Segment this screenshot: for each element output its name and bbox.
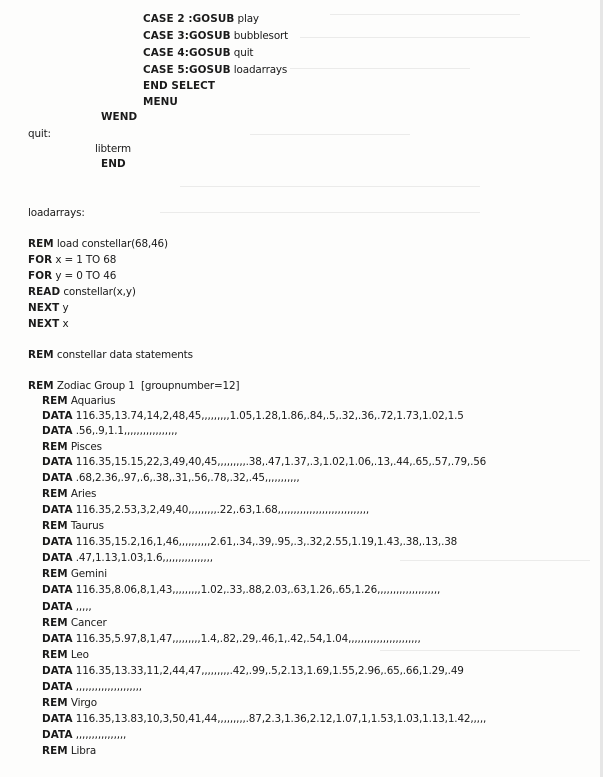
code-line: REM Taurus bbox=[42, 520, 104, 532]
code-line: REM Zodiac Group 1 [groupnumber=12] bbox=[28, 380, 240, 392]
code-line: REM constellar data statements bbox=[28, 349, 193, 361]
code-line: FOR x = 1 TO 68 bbox=[28, 254, 117, 266]
code-line: CASE 4:GOSUB quit bbox=[143, 47, 254, 59]
code-line: NEXT x bbox=[28, 318, 69, 330]
code-line: REM Aquarius bbox=[42, 395, 116, 407]
code-line: REM Gemini bbox=[42, 568, 107, 580]
code-line: READ constellar(x,y) bbox=[28, 286, 136, 298]
code-line: REM Libra bbox=[42, 745, 97, 757]
code-line: REM load constellar(68,46) bbox=[28, 238, 168, 250]
code-line: CASE 2 :GOSUB play bbox=[143, 13, 259, 25]
bleed-through-mark bbox=[300, 37, 530, 38]
code-line: DATA .47,1.13,1.03,1.6,,,,,,,,,,,,,,,, bbox=[42, 552, 213, 564]
code-line: FOR y = 0 TO 46 bbox=[28, 270, 117, 282]
code-line: DATA .56,.9,1.1,,,,,,,,,,,,,,,,, bbox=[42, 425, 178, 437]
code-line: NEXT y bbox=[28, 302, 69, 314]
code-line: END SELECT bbox=[143, 80, 216, 92]
code-line: MENU bbox=[143, 96, 178, 108]
bleed-through-mark bbox=[160, 212, 480, 213]
code-line: DATA ,,,,,,,,,,,,,,,,,,,,, bbox=[42, 681, 142, 693]
code-line: REM Aries bbox=[42, 488, 97, 500]
bleed-through-mark bbox=[250, 134, 410, 135]
code-line: END bbox=[101, 158, 126, 170]
code-line: DATA 116.35,8.06,8,1,43,,,,,,,,,1.02,.33,.88,2.03,.63,1.26,.65,1.26,,,,,,,,,,,,,,,,,,,, bbox=[42, 584, 441, 596]
code-line: REM Cancer bbox=[42, 617, 107, 629]
code-line: REM Virgo bbox=[42, 697, 97, 709]
code-line: DATA 116.35,13.74,14,2,48,45,,,,,,,,,1.05,1.28,1.86,.84,.5,.32,.36,.72,1.73,1.02,1.5 bbox=[42, 410, 464, 422]
code-label: quit: bbox=[28, 128, 51, 140]
code-line: CASE 5:GOSUB loadarrays bbox=[143, 64, 288, 76]
code-line: REM Pisces bbox=[42, 441, 102, 453]
code-line: WEND bbox=[101, 111, 138, 123]
bleed-through-mark bbox=[290, 68, 470, 69]
bleed-through-mark bbox=[380, 650, 580, 651]
bleed-through-mark bbox=[180, 186, 480, 187]
code-line: DATA ,,,,,,,,,,,,,,,, bbox=[42, 729, 127, 741]
code-line: REM Leo bbox=[42, 649, 89, 661]
code-line: DATA 116.35,15.15,22,3,49,40,45,,,,,,,,,.38,.47,1.37,.3,1.02,1.06,.13,.44,.65,.57,.79,.56 bbox=[42, 456, 487, 468]
code-line: DATA 116.35,13.33,11,2,44,47,,,,,,,,,.42,.99,.5,2.13,1.69,1.55,2.96,.65,.66,1.29,.49 bbox=[42, 665, 464, 677]
code-line: DATA 116.35,5.97,8,1,47,,,,,,,,,1.4,.82,.29,.46,1,.42,.54,1.04,,,,,,,,,,,,,,,,,,,,,,, bbox=[42, 633, 421, 645]
code-line: DATA 116.35,2.53,3,2,49,40,,,,,,,,,.22,.63,1.68,,,,,,,,,,,,,,,,,,,,,,,,,,,,, bbox=[42, 504, 370, 516]
code-line: libterm bbox=[95, 143, 131, 155]
bleed-through-mark bbox=[330, 14, 520, 15]
code-line: DATA 116.35,15.2,16,1,46,,,,,,,,,,2.61,.34,.39,.95,.3,.32,2.55,1.19,1.43,.38,.13,.38 bbox=[42, 536, 458, 548]
code-line: CASE 3:GOSUB bubblesort bbox=[143, 30, 289, 42]
code-line: DATA .68,2.36,.97,.6,.38,.31,.56,.78,.32,.45,,,,,,,,,,, bbox=[42, 472, 300, 484]
bleed-through-mark bbox=[400, 560, 590, 561]
code-line: DATA 116.35,13.83,10,3,50,41,44,,,,,,,,,.87,2.3,1.36,2.12,1.07,1,1.53,1.03,1.13,1.42,,,,, bbox=[42, 713, 487, 725]
code-label: loadarrays: bbox=[28, 207, 85, 219]
code-line: DATA ,,,,, bbox=[42, 601, 92, 613]
